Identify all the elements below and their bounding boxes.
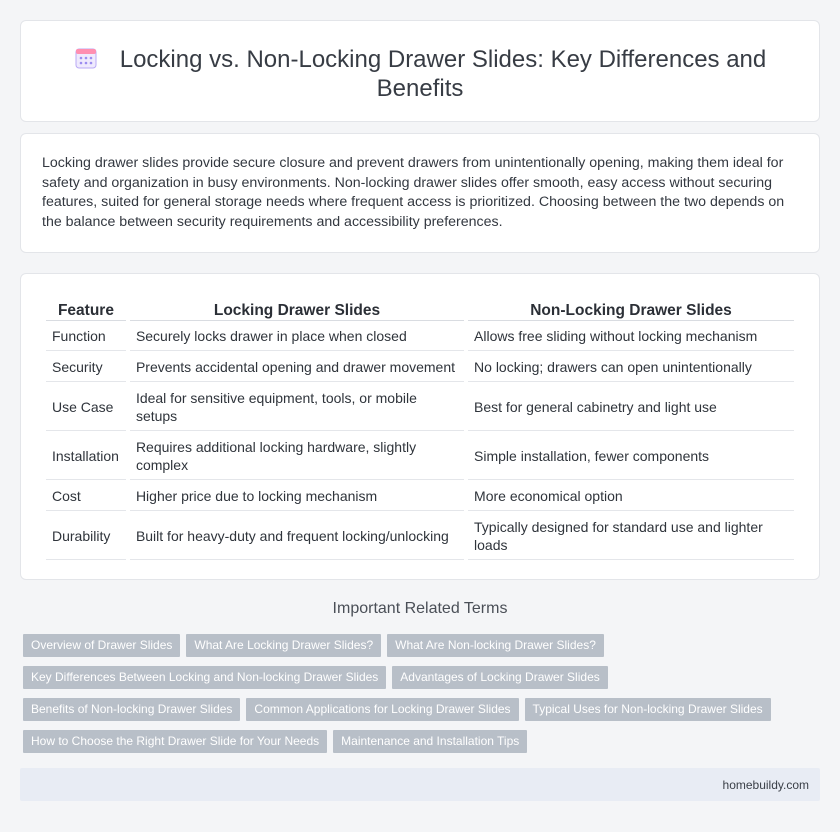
row-feature: Durability <box>46 511 126 560</box>
header-feature: Feature <box>46 295 126 321</box>
table-row <box>46 321 794 351</box>
row-non-locking: No locking; drawers can open unintentionally <box>468 351 794 382</box>
related-term-tag[interactable]: Key Differences Between Locking and Non-locking Drawer Slides <box>23 666 386 689</box>
header-locking: Locking Drawer Slides <box>130 295 464 321</box>
footer <box>20 768 820 801</box>
row-feature: Use Case <box>46 382 126 431</box>
table-header-row <box>46 295 794 321</box>
page-title <box>21 45 819 103</box>
row-locking: Higher price due to locking mechanism <box>130 480 464 511</box>
row-locking: Prevents accidental opening and drawer movement <box>130 351 464 382</box>
row-non-locking: More economical option <box>468 480 794 511</box>
related-term-tag[interactable]: Benefits of Non-locking Drawer Slides <box>23 698 240 721</box>
header-non-locking: Non-Locking Drawer Slides <box>468 295 794 321</box>
table-row <box>46 382 794 431</box>
intro-card <box>20 133 820 253</box>
header-card <box>20 20 820 122</box>
related-term-tag[interactable]: Advantages of Locking Drawer Slides <box>392 666 607 689</box>
table-row <box>46 480 794 511</box>
row-non-locking: Typically designed for standard use and lighter loads <box>468 511 794 560</box>
related-terms-title: Important Related Terms <box>332 600 508 617</box>
footer-site-link[interactable]: homebuildy.com <box>722 778 809 792</box>
row-feature: Security <box>46 351 126 382</box>
row-locking: Requires additional locking hardware, slightly complex <box>130 431 464 480</box>
row-locking: Ideal for sensitive equipment, tools, or mobile setups <box>130 382 464 431</box>
intro-paragraph: Locking drawer slides provide secure closure and prevent drawers from unintentionally opening, making them ideal for safety and organization in busy environments. Non-locking drawer slides offer smooth, easy access without securing features, suited for general storage needs where frequent access is prioritized. Choosing between the two depends on the balance between security requirements and accessibility preferences. <box>42 155 785 230</box>
related-term-tag[interactable]: Overview of Drawer Slides <box>23 634 180 657</box>
table-row <box>46 351 794 382</box>
related-term-tag[interactable]: What Are Locking Drawer Slides? <box>186 634 381 657</box>
related-term-tag[interactable]: Typical Uses for Non-locking Drawer Slides <box>525 698 771 721</box>
row-feature: Function <box>46 321 126 351</box>
row-feature: Cost <box>46 480 126 511</box>
related-term-tag[interactable]: What Are Non-locking Drawer Slides? <box>387 634 604 657</box>
table-row <box>46 431 794 480</box>
related-term-tag[interactable]: How to Choose the Right Drawer Slide for Your Needs <box>23 730 327 753</box>
related-terms-list <box>23 634 803 762</box>
row-non-locking: Best for general cabinetry and light use <box>468 382 794 431</box>
row-feature: Installation <box>46 431 126 480</box>
comparison-table <box>42 295 798 560</box>
table-row <box>46 511 794 560</box>
calendar-icon <box>74 46 98 70</box>
comparison-table-card <box>20 273 820 580</box>
page-title-text: Locking vs. Non-Locking Drawer Slides: Key Differences and Benefits <box>119 46 767 102</box>
related-term-tag[interactable]: Common Applications for Locking Drawer Slides <box>246 698 518 721</box>
row-non-locking: Simple installation, fewer components <box>468 431 794 480</box>
row-locking: Securely locks drawer in place when closed <box>130 321 464 351</box>
related-term-tag[interactable]: Maintenance and Installation Tips <box>333 730 527 753</box>
row-locking: Built for heavy-duty and frequent locking/unlocking <box>130 511 464 560</box>
row-non-locking: Allows free sliding without locking mechanism <box>468 321 794 351</box>
